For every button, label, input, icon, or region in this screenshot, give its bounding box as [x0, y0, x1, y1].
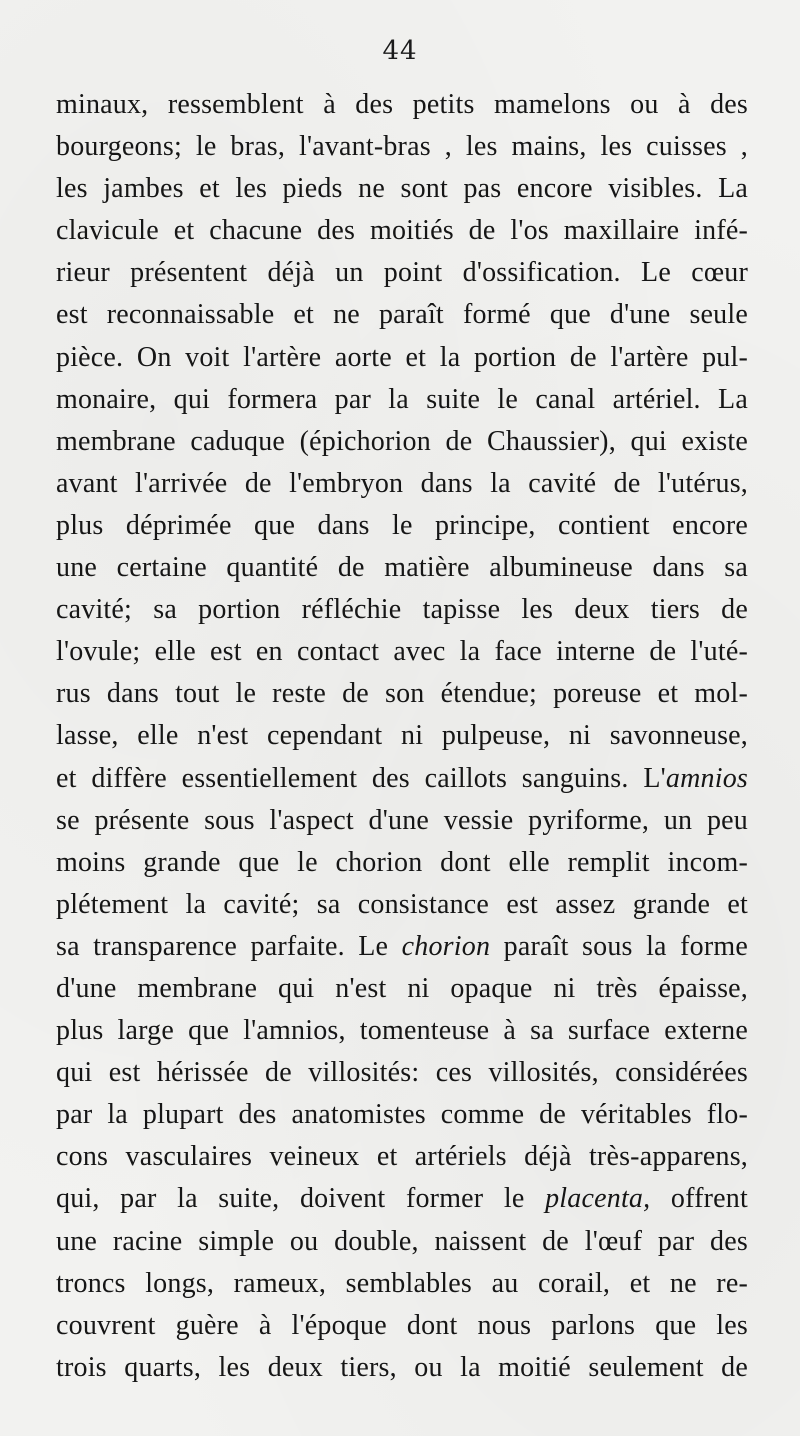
text-line: cons vasculaires veineux et artériels déjà très-apparens, — [56, 1141, 748, 1173]
text-line: cavité; sa portion réfléchie tapisse les deux tiers de — [56, 594, 748, 626]
text-line: est reconnaissable et ne paraît formé que d'une seule — [56, 299, 748, 331]
text-line: les jambes et les pieds ne sont pas encore visibles. La — [56, 173, 748, 205]
text-line: qui, par la suite, doivent former le placenta, offrent — [56, 1183, 748, 1215]
text-line: moins grande que le chorion dont elle remplit incom- — [56, 846, 748, 878]
text-line: pièce. On voit l'artère aorte et la portion de l'artère pul- — [56, 341, 748, 373]
text-line: membrane caduque (épichorion de Chaussier), qui existe — [56, 425, 748, 457]
text-line: troncs longs, rameux, semblables au corail, et ne re- — [56, 1267, 748, 1299]
page-number: 44 — [382, 36, 418, 66]
text-line: clavicule et chacune des moitiés de l'os maxillaire infé- — [56, 215, 748, 247]
italic-term: placenta, — [545, 1183, 651, 1215]
text-line: monaire, qui formera par la suite le canal artériel. La — [56, 383, 748, 415]
text-line: sa transparence parfaite. Le chorion paraît sous la forme — [56, 930, 749, 962]
text-line: l'ovule; elle est en contact avec la face interne de l'uté- — [56, 636, 748, 668]
text-line: plétement la cavité; sa consistance est assez grande et — [56, 888, 748, 920]
text-line: trois quarts, les deux tiers, ou la moitié seulement de — [56, 1351, 748, 1383]
text-line: d'une membrane qui n'est ni opaque ni très épaisse, — [56, 972, 748, 1004]
text-line: bourgeons; le bras, l'avant-bras , les mains, les cuisses , — [56, 131, 748, 163]
text-line: par la plupart des anatomistes comme de véritables flo- — [56, 1099, 748, 1131]
text-line: couvrent guère à l'époque dont nous parlons que les — [56, 1309, 748, 1341]
text-line: rus dans tout le reste de son étendue; poreuse et mol- — [56, 678, 748, 710]
text-line: rieur présentent déjà un point d'ossification. Le cœur — [56, 257, 748, 289]
text-line: qui est hérissée de villosités: ces villosités, considérées — [56, 1057, 748, 1089]
body-text — [56, 84, 748, 1389]
italic-term: chorion — [401, 930, 491, 962]
italic-term: amnios — [665, 762, 748, 794]
text-line: une racine simple ou double, naissent de l'œuf par des — [56, 1225, 748, 1257]
text-line: avant l'arrivée de l'embryon dans la cavité de l'utérus, — [56, 467, 748, 499]
text-line: et diffère essentiellement des caillots sanguins. L'amnios — [56, 762, 748, 794]
text-line: se présente sous l'aspect d'une vessie pyriforme, un peu — [56, 804, 748, 836]
text-line: plus déprimée que dans le principe, contient encore — [56, 509, 748, 541]
text-line: plus large que l'amnios, tomenteuse à sa surface externe — [56, 1015, 748, 1047]
text-line: lasse, elle n'est cependant ni pulpeuse, ni savonneuse, — [56, 720, 748, 752]
text-line: une certaine quantité de matière albumineuse dans sa — [56, 552, 748, 584]
text-line: minaux, ressemblent à des petits mamelons ou à des — [56, 89, 748, 120]
